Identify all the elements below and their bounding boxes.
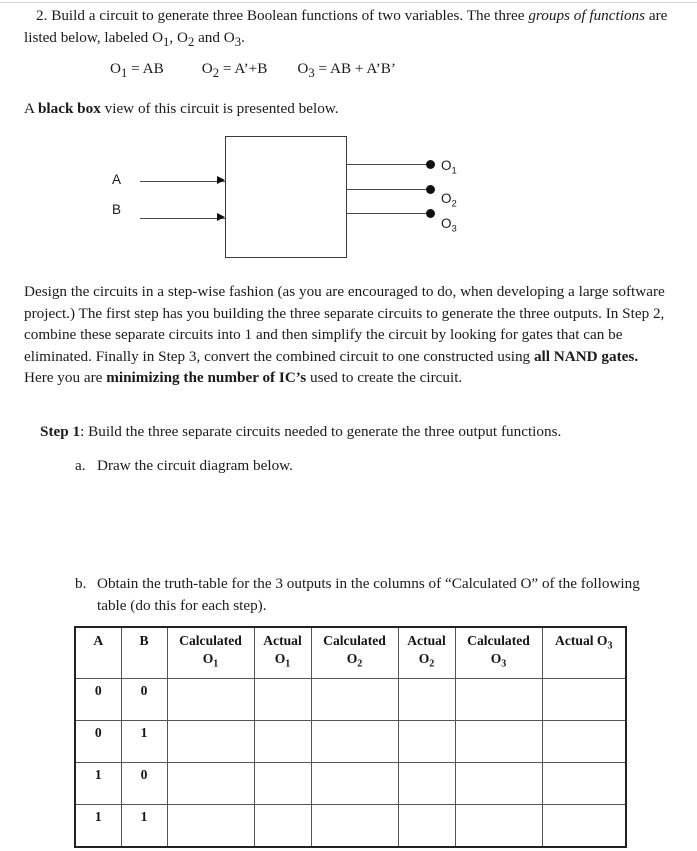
cell-actual-o1[interactable] bbox=[254, 763, 311, 805]
equation-o3-lhs: O bbox=[297, 60, 309, 77]
output-node-dot-o2-icon bbox=[426, 185, 435, 194]
truth-table-header-actual-o1 bbox=[254, 627, 311, 679]
output-wire-o2 bbox=[347, 189, 430, 190]
header-b-line1: B bbox=[139, 633, 149, 648]
cell-calculated-o1[interactable] bbox=[167, 805, 254, 848]
design-text-1: Design the circuits in a step-wise fashion (as you are encouraged to do, when developing a large software project.) The first step has you building the three separate circuits to generate the three outputs. In Step 2, combine these separate circuits into 1 and then simplify the circuit by looking for gates that can be eliminated. Finally in Step 3, convert the combined circuit to one constructed using bbox=[24, 283, 665, 365]
cell-a: 0 bbox=[75, 721, 121, 763]
header-act-o2-sub: 2 bbox=[429, 658, 435, 670]
header-calc-o1-base: O bbox=[202, 650, 214, 666]
header-calc-o2-base: O bbox=[346, 650, 358, 666]
output-node-dot-o1-icon bbox=[426, 160, 435, 169]
cell-actual-o3[interactable] bbox=[542, 805, 626, 848]
output-label-o2-base: O bbox=[441, 191, 452, 206]
cell-b: 1 bbox=[121, 805, 167, 848]
input-arrow-b-icon bbox=[217, 213, 225, 221]
input-arrow-a-icon bbox=[217, 176, 225, 184]
equation-o3-rhs: = AB + A’B’ bbox=[314, 60, 396, 77]
list-item-a-text: Draw the circuit diagram below. bbox=[97, 457, 293, 474]
output-label-o1 bbox=[441, 158, 457, 177]
table-row bbox=[75, 721, 626, 763]
cell-a: 0 bbox=[75, 679, 121, 721]
header-a-line1: A bbox=[93, 633, 104, 648]
cell-calculated-o3[interactable] bbox=[455, 679, 542, 721]
cell-b: 0 bbox=[121, 763, 167, 805]
blackbox-intro-lead: A bbox=[24, 100, 38, 117]
output-node-dot-o3-icon bbox=[426, 209, 435, 218]
cell-actual-o3[interactable] bbox=[542, 679, 626, 721]
step1-paragraph bbox=[40, 421, 670, 443]
intro-text-part2: are listed below, labeled O bbox=[24, 7, 668, 46]
blackbox-intro-bold: black box bbox=[37, 100, 101, 117]
header-act-o1-base: O bbox=[274, 650, 286, 666]
input-wire-b bbox=[140, 218, 225, 219]
input-wire-a bbox=[140, 181, 225, 182]
truth-table-header-a bbox=[75, 627, 121, 679]
header-calc-o1-line1: Calculated bbox=[179, 633, 242, 648]
cell-calculated-o1[interactable] bbox=[167, 679, 254, 721]
cell-calculated-o3[interactable] bbox=[455, 805, 542, 848]
header-calc-o2-sub: 2 bbox=[357, 658, 363, 670]
output-wire-o1 bbox=[347, 164, 430, 165]
intro-emphasis-groups-of-functions: groups of functions bbox=[528, 7, 646, 24]
step1-text: : Build the three separate circuits needed to generate the three output functions. bbox=[80, 423, 562, 440]
truth-table-header-row bbox=[75, 627, 626, 679]
cell-a: 1 bbox=[75, 805, 121, 848]
intro-sub-3: 3 bbox=[234, 34, 242, 49]
intro-text-part4: and O bbox=[194, 28, 235, 46]
list-item-b bbox=[75, 573, 645, 616]
header-calc-o3-base: O bbox=[490, 650, 502, 666]
equation-o1 bbox=[110, 60, 164, 81]
input-label-a: A bbox=[112, 172, 122, 187]
truth-table-header-calculated-o2 bbox=[311, 627, 398, 679]
cell-b: 0 bbox=[121, 679, 167, 721]
equation-o2-rhs: = A’+B bbox=[219, 60, 268, 77]
blackbox-intro-paragraph bbox=[24, 98, 674, 120]
cell-actual-o1[interactable] bbox=[254, 805, 311, 848]
cell-calculated-o2[interactable] bbox=[311, 679, 398, 721]
cell-actual-o3[interactable] bbox=[542, 721, 626, 763]
cell-calculated-o3[interactable] bbox=[455, 721, 542, 763]
table-row bbox=[75, 679, 626, 721]
design-text-2: Here you are bbox=[24, 369, 107, 386]
header-act-o3-sub: 3 bbox=[607, 640, 613, 652]
table-row bbox=[75, 805, 626, 848]
blackbox-rectangle bbox=[225, 136, 347, 258]
cell-actual-o2[interactable] bbox=[398, 805, 455, 848]
cell-calculated-o1[interactable] bbox=[167, 763, 254, 805]
truth-table-header-calculated-o3 bbox=[455, 627, 542, 679]
cell-b: 1 bbox=[121, 721, 167, 763]
design-paragraph bbox=[24, 281, 671, 389]
header-act-o1-line2 bbox=[255, 650, 311, 673]
equation-o1-sub: 1 bbox=[120, 66, 128, 81]
list-item-b-marker: b. bbox=[75, 575, 87, 592]
output-wire-o3 bbox=[347, 213, 430, 214]
output-label-o3 bbox=[441, 216, 457, 235]
intro-text-part1: 2. Build a circuit to generate three Boolean functions of two variables. The three bbox=[36, 7, 529, 24]
header-act-o1-line1: Actual bbox=[263, 633, 302, 648]
input-label-b: B bbox=[112, 202, 122, 217]
equation-o2-lhs: O bbox=[201, 60, 213, 77]
header-calc-o2-line1: Calculated bbox=[323, 633, 386, 648]
cell-actual-o1[interactable] bbox=[254, 721, 311, 763]
cell-a: 1 bbox=[75, 763, 121, 805]
equation-o2 bbox=[202, 60, 268, 81]
intro-text-part5: . bbox=[241, 28, 245, 46]
table-row bbox=[75, 763, 626, 805]
list-item-a-marker: a. bbox=[75, 457, 86, 474]
truth-table-header-actual-o2 bbox=[398, 627, 455, 679]
cell-calculated-o2[interactable] bbox=[311, 763, 398, 805]
output-label-o1-sub: 1 bbox=[451, 165, 457, 177]
equation-o1-lhs: O bbox=[110, 60, 121, 77]
boolean-equations-row bbox=[110, 60, 590, 81]
equation-o2-sub: 2 bbox=[212, 66, 220, 81]
truth-table bbox=[74, 626, 627, 848]
header-calc-o3-line1: Calculated bbox=[467, 633, 530, 648]
page-top-rule bbox=[0, 2, 697, 3]
equation-o3-sub: 3 bbox=[308, 66, 315, 81]
truth-table-header-b bbox=[121, 627, 167, 679]
cell-calculated-o2[interactable] bbox=[311, 721, 398, 763]
cell-actual-o2[interactable] bbox=[398, 679, 455, 721]
design-text-3: used to create the circuit. bbox=[306, 369, 463, 386]
cell-calculated-o1[interactable] bbox=[167, 721, 254, 763]
header-calc-o1-sub: 1 bbox=[213, 658, 219, 670]
cell-actual-o2[interactable] bbox=[398, 721, 455, 763]
blackbox-diagram bbox=[0, 125, 697, 275]
cell-calculated-o2[interactable] bbox=[311, 805, 398, 848]
blackbox-intro-tail: view of this circuit is presented below. bbox=[100, 100, 339, 117]
equation-o1-rhs: = AB bbox=[127, 60, 164, 77]
header-calc-o1-line2 bbox=[168, 650, 254, 673]
header-calc-o3-line2 bbox=[456, 650, 542, 673]
output-label-o2-sub: 2 bbox=[451, 198, 457, 210]
intro-sub-2: 2 bbox=[187, 34, 195, 49]
truth-table-header-actual-o3 bbox=[542, 627, 626, 679]
header-calc-o3-sub: 3 bbox=[501, 658, 507, 670]
output-label-o3-sub: 3 bbox=[451, 223, 457, 235]
intro-paragraph bbox=[24, 5, 674, 53]
output-label-o1-base: O bbox=[441, 158, 452, 173]
header-act-o1-sub: 1 bbox=[285, 658, 291, 670]
equation-o3 bbox=[297, 60, 396, 81]
step1-label: Step 1 bbox=[40, 423, 81, 440]
header-calc-o2-line2 bbox=[312, 650, 398, 673]
header-act-o2-line1: Actual bbox=[407, 633, 446, 648]
cell-actual-o2[interactable] bbox=[398, 763, 455, 805]
cell-actual-o3[interactable] bbox=[542, 763, 626, 805]
cell-calculated-o3[interactable] bbox=[455, 763, 542, 805]
truth-table-header-calculated-o1 bbox=[167, 627, 254, 679]
output-label-o2 bbox=[441, 191, 457, 210]
intro-text-part3: , O bbox=[169, 28, 188, 46]
cell-actual-o1[interactable] bbox=[254, 679, 311, 721]
header-act-o3-base: Actual O bbox=[555, 633, 608, 648]
list-item-b-text: Obtain the truth-table for the 3 outputs in the columns of “Calculated O” of the following table (do this for each step). bbox=[97, 575, 640, 614]
list-item-a bbox=[75, 455, 675, 477]
output-label-o3-base: O bbox=[441, 216, 452, 231]
header-act-o2-line2 bbox=[399, 650, 455, 673]
design-bold-nand-gates: all NAND gates. bbox=[533, 347, 639, 365]
design-bold-minimizing-ics: minimizing the number of IC’s bbox=[106, 369, 307, 386]
truth-table-wrapper bbox=[74, 626, 619, 848]
intro-sub-1: 1 bbox=[163, 34, 170, 49]
header-act-o2-base: O bbox=[418, 650, 430, 666]
